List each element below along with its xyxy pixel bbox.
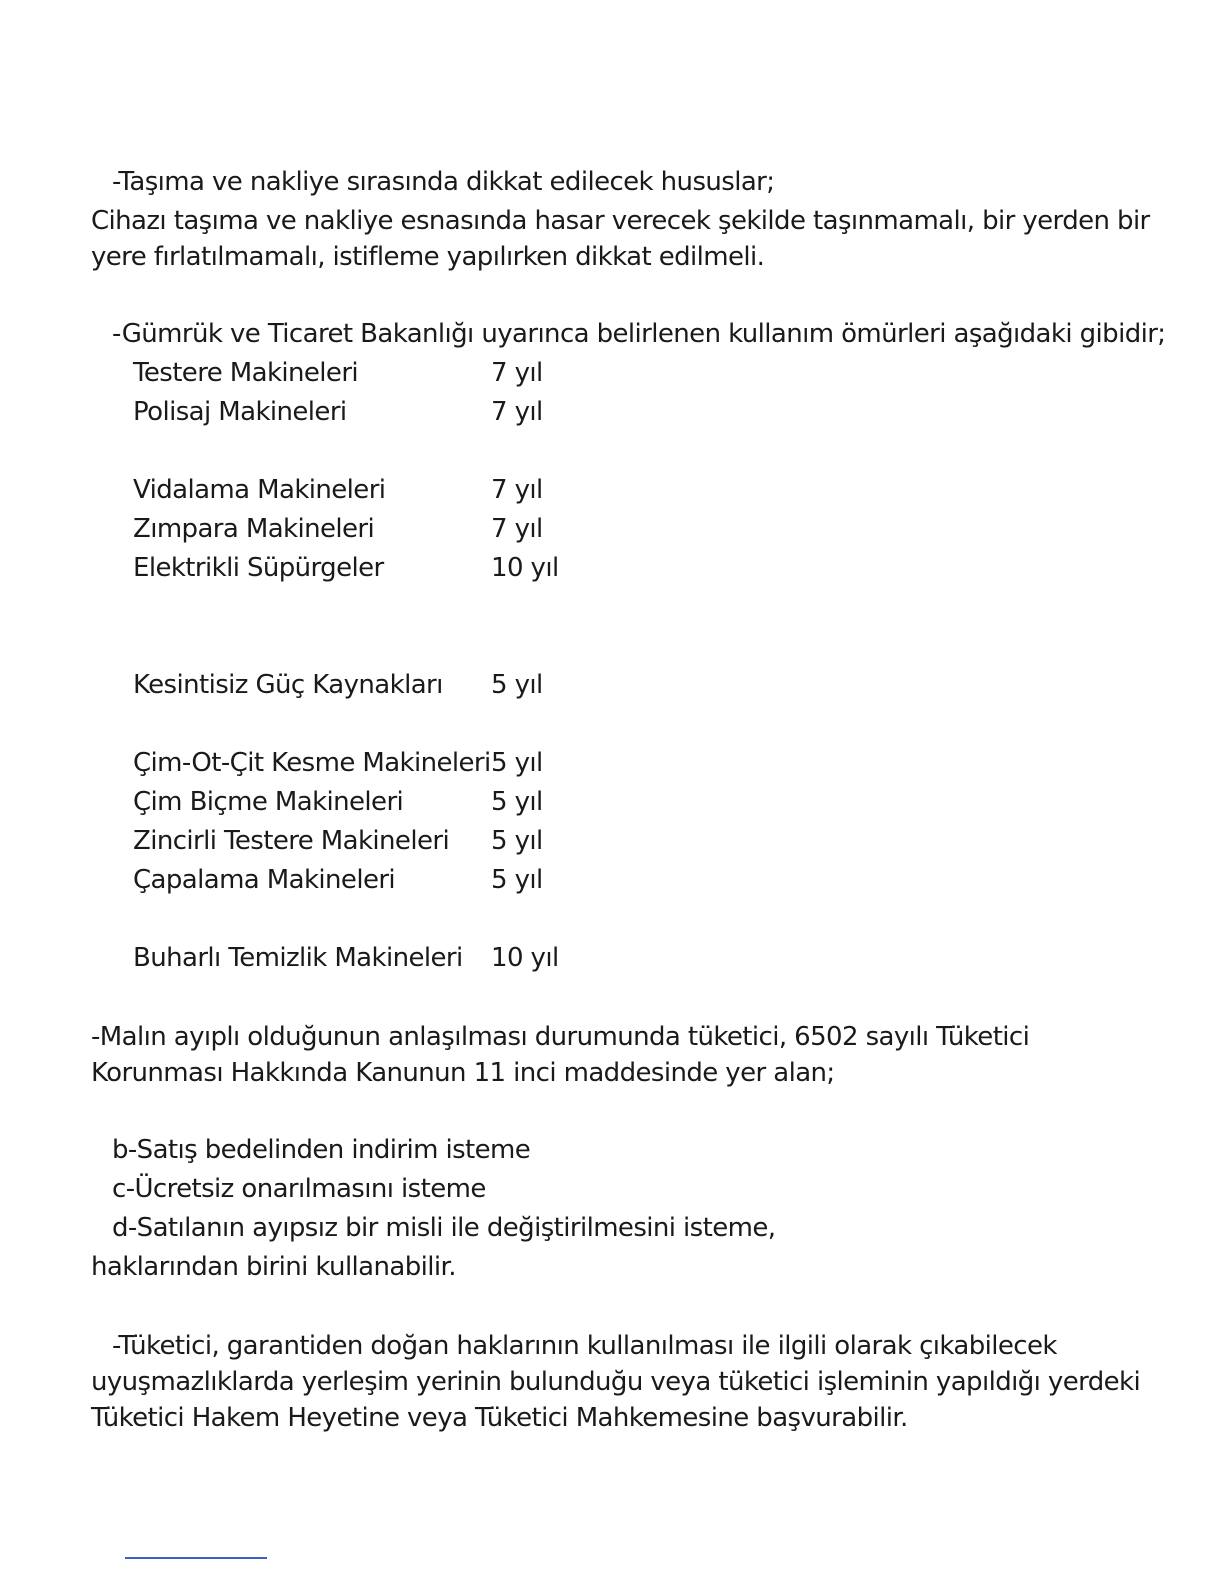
defect-closing: haklarından birini kullanabilir. (91, 1252, 456, 1282)
defect-text-line-2: Korunması Hakkında Kanunun 11 inci maddesinde yer alan; (91, 1058, 835, 1088)
lifetime-item-value: 7 yıl (491, 475, 543, 505)
lifetime-item-name: Çapalama Makineleri (133, 865, 396, 895)
defect-option-discount: b-Satış bedelinden indirim isteme (112, 1135, 531, 1165)
defect-option-repair: c-Ücretsiz onarılmasını isteme (112, 1174, 486, 1204)
lifetime-item-name: Zımpara Makineleri (133, 514, 375, 544)
lifetime-item-value: 5 yıl (491, 748, 543, 778)
lifetime-item-name: Zincirli Testere Makineleri (133, 826, 450, 856)
lifetime-item-value: 7 yıl (491, 358, 543, 388)
lifetime-item-name: Çim Biçme Makineleri (133, 787, 404, 817)
lifetime-item-value: 7 yıl (491, 514, 543, 544)
dispute-text-line-3: Tüketici Hakem Heyetine veya Tüketici Mahkemesine başvurabilir. (91, 1403, 908, 1433)
dispute-text-line-1: -Tüketici, garantiden doğan haklarının kullanılması ile ilgili olarak çıkabilecek (112, 1331, 1057, 1361)
lifetime-item-name: Polisaj Makineleri (133, 397, 347, 427)
transport-text-line-1: Cihazı taşıma ve nakliye esnasında hasar verecek şekilde taşınmamalı, bir yerden bir (91, 206, 1150, 236)
lifetime-item-value: 10 yıl (491, 553, 559, 583)
lifetime-item-name: Vidalama Makineleri (133, 475, 386, 505)
lifetime-item-name: Testere Makineleri (133, 358, 359, 388)
lifetime-item-name: Çim-Ot-Çit Kesme Makineleri (133, 748, 491, 778)
defect-option-replace: d-Satılanın ayıpsız bir misli ile değiştirilmesini isteme, (112, 1213, 776, 1243)
transport-heading: -Taşıma ve nakliye sırasında dikkat edilecek hususlar; (112, 167, 775, 197)
lifetime-item-name: Elektrikli Süpürgeler (133, 553, 384, 583)
transport-text-line-2: yere fırlatılmamalı, istifleme yapılırken dikkat edilmeli. (91, 242, 765, 272)
footer-divider (125, 1557, 267, 1559)
lifetime-item-value: 10 yıl (491, 943, 559, 973)
lifetime-item-name: Buharlı Temizlik Makineleri (133, 943, 463, 973)
lifetime-item-value: 5 yıl (491, 670, 543, 700)
lifetime-item-value: 7 yıl (491, 397, 543, 427)
lifetimes-heading: -Gümrük ve Ticaret Bakanlığı uyarınca belirlenen kullanım ömürleri aşağıdaki gibidir; (112, 319, 1166, 349)
lifetime-item-value: 5 yıl (491, 826, 543, 856)
defect-text-line-1: -Malın ayıplı olduğunun anlaşılması durumunda tüketici, 6502 sayılı Tüketici (91, 1022, 1030, 1052)
lifetime-item-name: Kesintisiz Güç Kaynakları (133, 670, 443, 700)
dispute-text-line-2: uyuşmazlıklarda yerleşim yerinin bulunduğu veya tüketici işleminin yapıldığı yerdeki (91, 1367, 1141, 1397)
lifetime-item-value: 5 yıl (491, 865, 543, 895)
lifetime-item-value: 5 yıl (491, 787, 543, 817)
